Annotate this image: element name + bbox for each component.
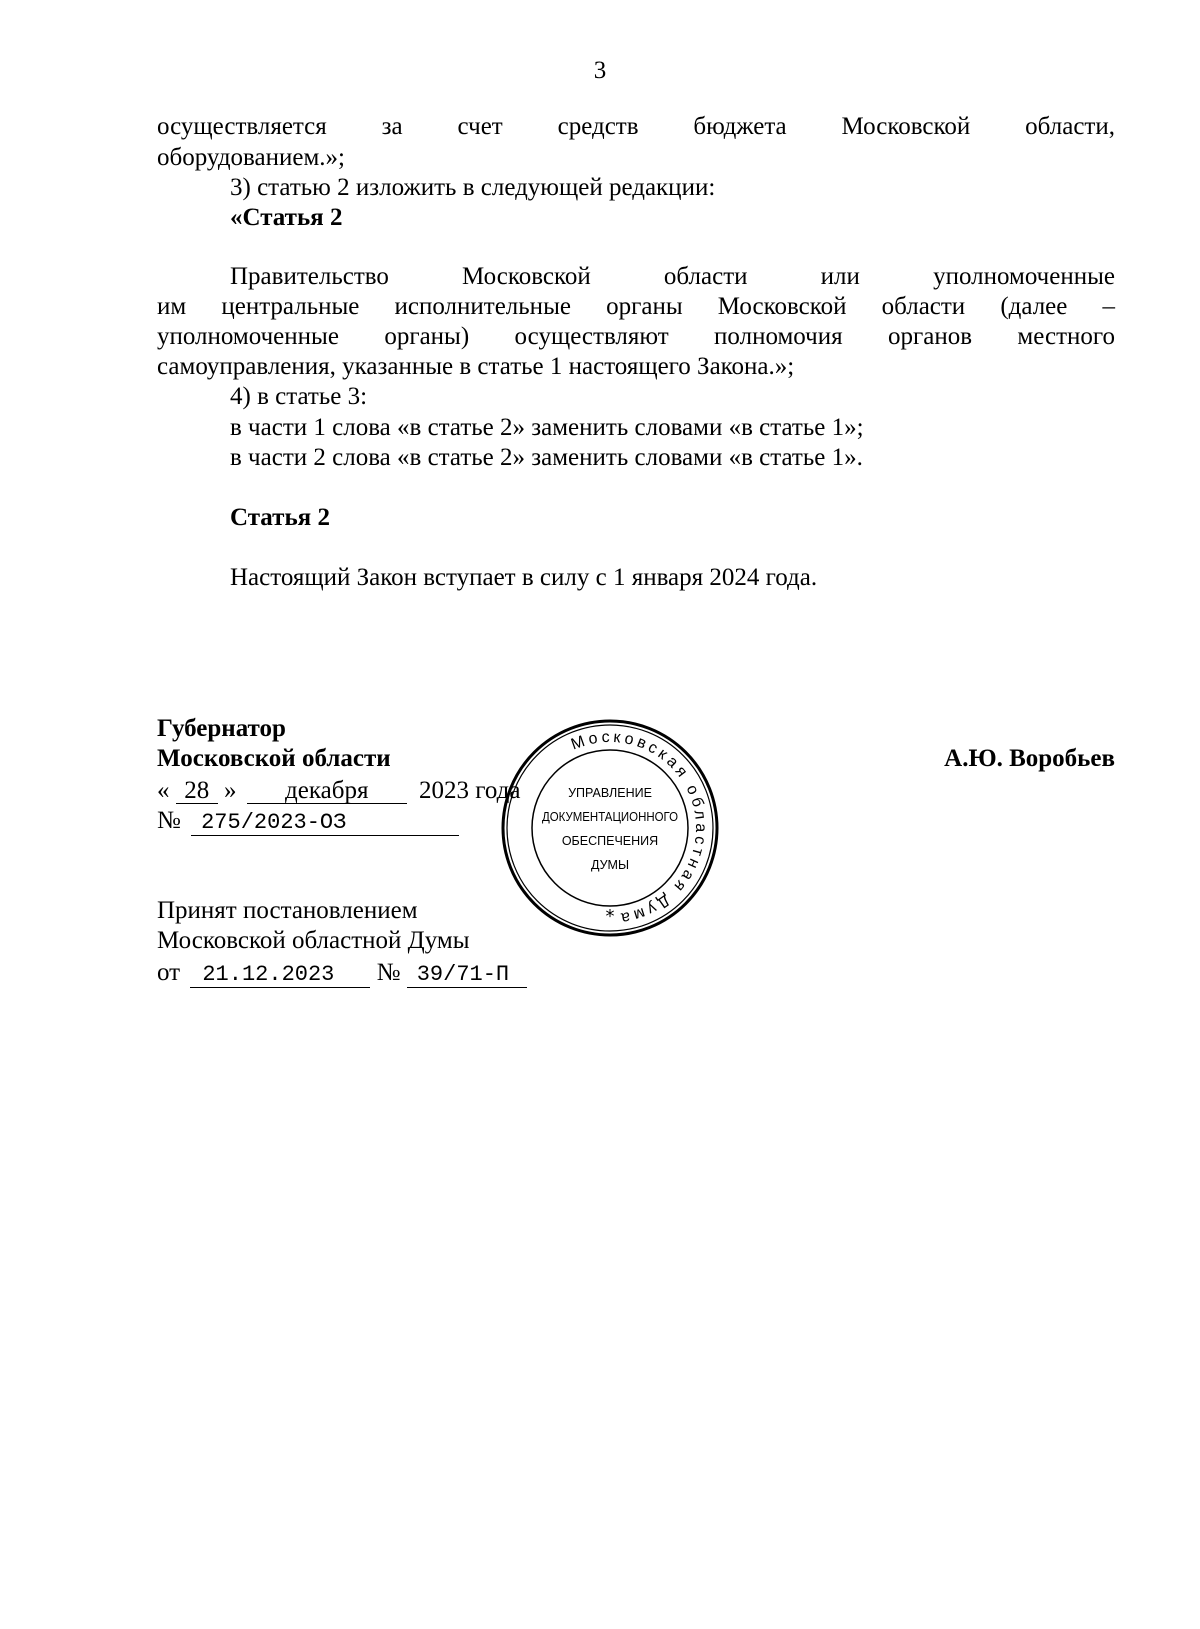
stamp-ring-text: Московская областная Дума [568,728,710,927]
adoption-date-row [157,958,527,988]
stamp-center-line-2: ДОКУМЕНТАЦИОННОГО [542,810,679,824]
adoption-line-2: Московской областной Думы [157,927,470,954]
adoption-from-label: от [157,959,181,986]
article-2-text: Настоящий Закон вступает в силу с 1 января 2024 года. [230,564,818,591]
governor-title: Губернатор [157,715,286,742]
item-4: 4) в статье 3: [230,383,368,410]
paragraph-line-3: уполномоченные органы) осуществляют полномочия органов местного [157,323,1115,350]
adoption-line-1: Принят постановлением [157,897,418,924]
stamp-center-line-3: ОБЕСПЕЧЕНИЯ [561,834,659,848]
stamp-center-line-4: ДУМЫ [590,858,630,872]
date-open-quote: « [157,777,170,804]
paragraph-line-4: самоуправления, указанные в статье 1 настоящего Закона.»; [157,353,795,380]
part-1-change: в части 1 слова «в статье 2» заменить словами «в статье 1»; [230,414,864,441]
body-line-1: осуществляется за счет средств бюджета Московской области, [157,113,1115,140]
date-day: 28 [176,779,218,804]
law-number-label: № [157,807,181,834]
adoption-number: 39/71-П [407,963,527,988]
date-close-quote: » [224,777,237,804]
adoption-date: 21.12.2023 [190,963,370,988]
page-number: 3 [593,57,607,84]
stamp-outer-ring-inner [507,725,713,931]
governor-region: Московской области [157,745,391,772]
paragraph-line-1: Правительство Московской области или уполномоченные [230,263,1115,290]
body-line-2: оборудованием.»; [157,144,345,171]
stamp-center-line-1: УПРАВЛЕНИЕ [568,786,652,800]
part-2-change: в части 2 слова «в статье 2» заменить словами «в статье 1». [230,444,863,471]
date-month: декабря [247,779,407,804]
stamp-inner-ring [532,750,688,906]
stamp-star: * [605,906,615,927]
article-2-title: Статья 2 [230,504,330,531]
law-number-row [157,806,459,836]
official-stamp [499,717,721,939]
stamp-outer-ring [503,721,717,935]
governor-name: А.Ю. Воробьев [944,745,1115,772]
paragraph-line-2: им центральные исполнительные органы Московской области (далее – [157,293,1115,320]
date-year: 2023 года [419,777,521,804]
quoted-article-title: «Статья 2 [230,204,343,231]
law-number: 275/2023-ОЗ [191,811,459,836]
item-3: 3) статью 2 изложить в следующей редакции: [230,174,716,201]
adoption-number-label: № [376,959,401,986]
signing-date [157,776,520,806]
